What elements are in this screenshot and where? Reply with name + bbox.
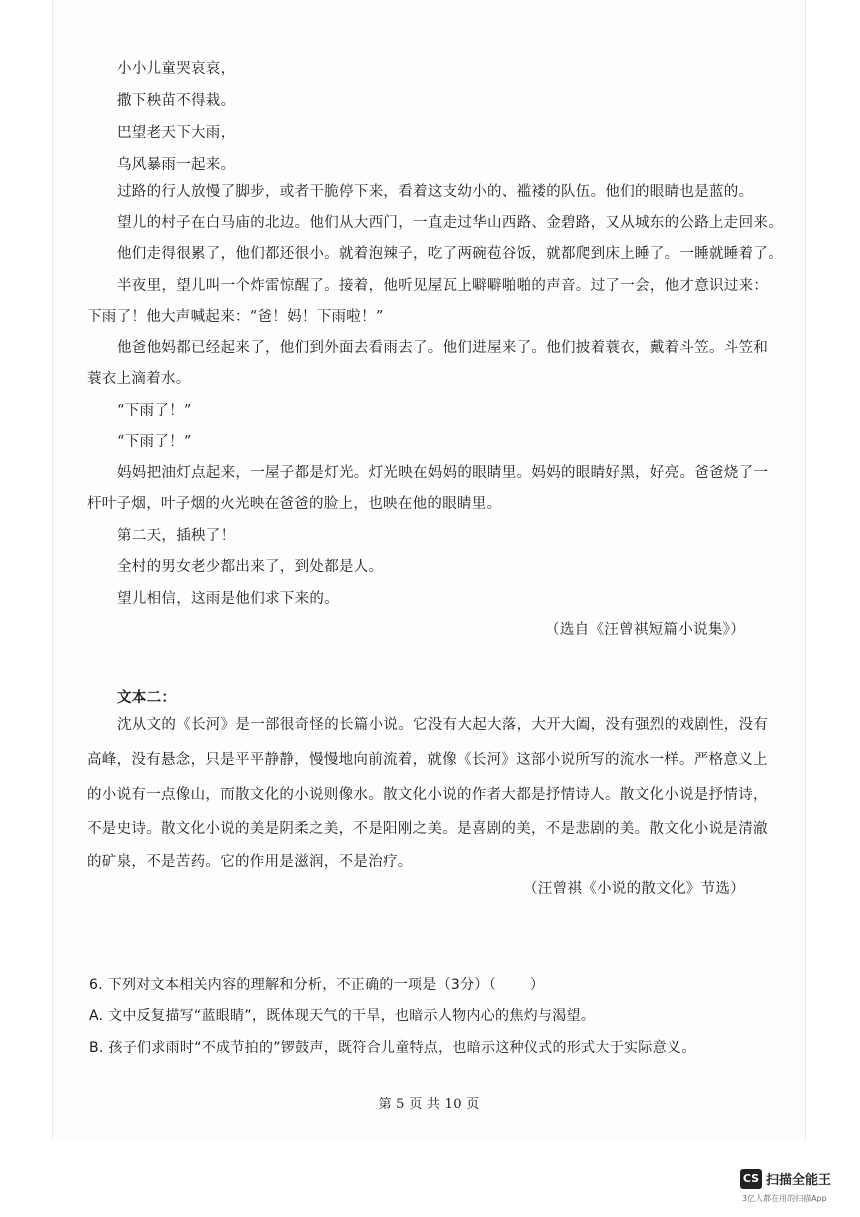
camscanner-logo-icon: CS <box>740 1169 762 1189</box>
story-paragraph-10: 全村的男女老少都出来了，到处都是人。 <box>117 559 384 575</box>
question-option-b: B. 孩子们求雨时“不成节拍的”锣鼓声，既符合儿童特点，也暗示这种仪式的形式大于实际意义。 <box>89 1040 696 1056</box>
text2-line-1: 沈从文的《长河》是一部很奇怪的长篇小说。它没有大起大落，大开大阖，没有强烈的戏剧性，没有 <box>117 717 769 733</box>
text2-line-5: 的矿泉，不是苦药。它的作用是滋润，不是治疗。 <box>87 854 413 870</box>
story-paragraph-8-line-1: 妈妈把油灯点起来，一屋子都是灯光。灯光映在妈妈的眼睛里。妈妈的眼睛好黑，好亮。爸爸烧了一 <box>117 465 769 481</box>
story-paragraph-5-line-1: 他爸他妈都已经起来了，他们到外面去看雨去了。他们进屋来了。他们披着蓑衣，戴着斗笠。斗笠和 <box>117 340 769 356</box>
scanner-watermark <box>740 1167 850 1213</box>
text2-line-2: 高峰，没有悬念，只是平平静静，慢慢地向前流着，就像《长河》这部小说所写的流水一样。严格意义上 <box>87 752 768 768</box>
story-paragraph-5-line-2: 蓑衣上滴着水。 <box>87 371 191 387</box>
story-paragraph-4-line-2: 下雨了！他大声喊起来：“爸！妈！下雨啦！” <box>87 309 384 325</box>
story-paragraph-11: 望儿相信，这雨是他们求下来的。 <box>117 591 339 607</box>
story-paragraph-6: “下雨了！” <box>117 403 192 419</box>
page-footer: 第 5 页 共 10 页 <box>378 1097 480 1112</box>
question-option-a: A. 文中反复描写“蓝眼睛”，既体现天气的干旱，也暗示人物内心的焦灼与渴望。 <box>89 1008 596 1024</box>
poem-line-2: 撒下秧苗不得栽。 <box>117 93 236 109</box>
story-source: （选自《汪曾祺短篇小说集》） <box>545 622 745 638</box>
story-paragraph-2: 望儿的村子在白马庙的北边。他们从大西门，一直走过华山西路、金碧路，又从城东的公路上走回来。 <box>117 215 783 231</box>
question-stem-end: ） <box>530 977 545 993</box>
story-paragraph-8-line-2: 杆叶子烟，叶子烟的火光映在爸爸的脸上，也映在他的眼睛里。 <box>87 496 502 512</box>
poem-line-3: 巴望老天下大雨， <box>117 125 236 141</box>
story-paragraph-4-line-1: 半夜里，望儿叫一个炸雷惊醒了。接着，他听见屋瓦上噼噼啪啪的声音。过了一会，他才意识过来： <box>117 278 769 294</box>
text2-source: （汪曾祺《小说的散文化》节选） <box>523 881 745 897</box>
text2-line-3: 的小说有一点像山，而散文化的小说则像水。散文化小说的作者大都是抒情诗人。散文化小说是抒情诗， <box>87 787 768 803</box>
story-paragraph-7: “下雨了！” <box>117 434 192 450</box>
story-paragraph-1: 过路的行人放慢了脚步，或者干脆停下来，看着这支幼小的、褴褛的队伍。他们的眼睛也是蓝的。 <box>117 184 754 200</box>
text2-heading: 文本二： <box>117 689 177 706</box>
document-page <box>52 0 806 1140</box>
question-stem-text: 6. 下列对文本相关内容的理解和分析，不正确的一项是（3分）（ <box>89 977 497 993</box>
story-paragraph-3: 他们走得很累了，他们都还很小。就着泡辣子，吃了两碗苞谷饭，就都爬到床上睡了。一睡就睡着了。 <box>117 246 783 262</box>
question-stem <box>89 975 544 995</box>
story-paragraph-9: 第二天，插秧了！ <box>117 528 236 544</box>
text2-line-4: 不是史诗。散文化小说的美是阴柔之美，不是阳刚之美。是喜剧的美，不是悲剧的美。散文化小说是清澈 <box>87 821 768 837</box>
poem-line-4: 乌风暴雨一起来。 <box>117 157 236 173</box>
watermark-app-name: 扫描全能王 <box>766 1173 832 1188</box>
poem-line-1: 小小儿童哭哀哀， <box>117 61 236 77</box>
watermark-tagline: 3亿人都在用的扫描App <box>742 1194 827 1203</box>
